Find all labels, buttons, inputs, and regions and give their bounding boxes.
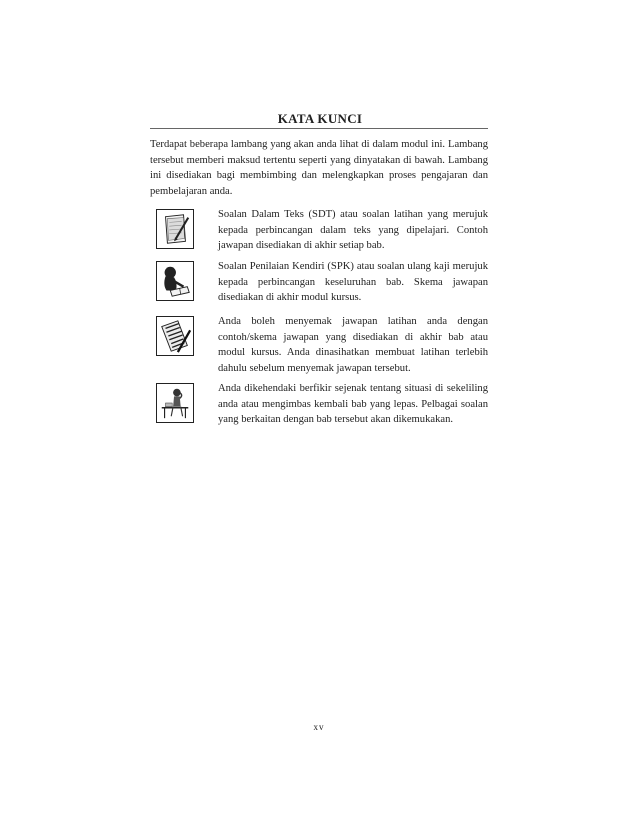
notepad-pencil-icon	[156, 209, 194, 249]
page-number: xv	[313, 722, 325, 732]
answer-sheet-pencil-icon	[156, 316, 194, 356]
legend-text: Soalan Dalam Teks (SDT) atau soalan latihan yang merujuk kepada perbincangan dalam teks yang dipelajari. Contoh jawapan disediakan di akhir setiap bab.	[218, 209, 488, 252]
legend-item-reflection	[150, 381, 488, 451]
legend-text: Anda dikehendaki berfikir sejenak tentang situasi di sekeliling anda atau mengimbas kembali bab yang lepas. Pelbagai soalan yang berkaitan dengan bab tersebut akan dikemukakan.	[218, 383, 488, 426]
person-thinking-icon	[156, 383, 194, 423]
person-reading-icon	[156, 261, 194, 301]
legend-text: Anda boleh menyemak jawapan latihan anda dengan contoh/skema jawapan yang disediakan di akhir bab atau modul kursus. Anda dinasihatkan membuat latihan terlebih dahulu sebelum menyemak jawapan tersebut.	[218, 316, 488, 374]
intro-paragraph: Terdapat beberapa lambang yang akan anda lihat di dalam modul ini. Lambang tersebut memberi maksud tertentu seperti yang dinyatakan di bawah. Lambang ini disediakan bagi membimbing dan melengkapkan proses pengajaran dan pembelajaran anda.	[150, 139, 488, 197]
legend-text: Soalan Penilaian Kendiri (SPK) atau soalan ulang kaji merujuk kepada perbincangan keseluruhan bab. Skema jawapan disediakan di akhir modul kursus.	[218, 261, 488, 304]
title-divider	[150, 128, 488, 129]
page-title: KATA KUNCI	[277, 111, 363, 126]
legend-item-answer	[150, 314, 488, 384]
